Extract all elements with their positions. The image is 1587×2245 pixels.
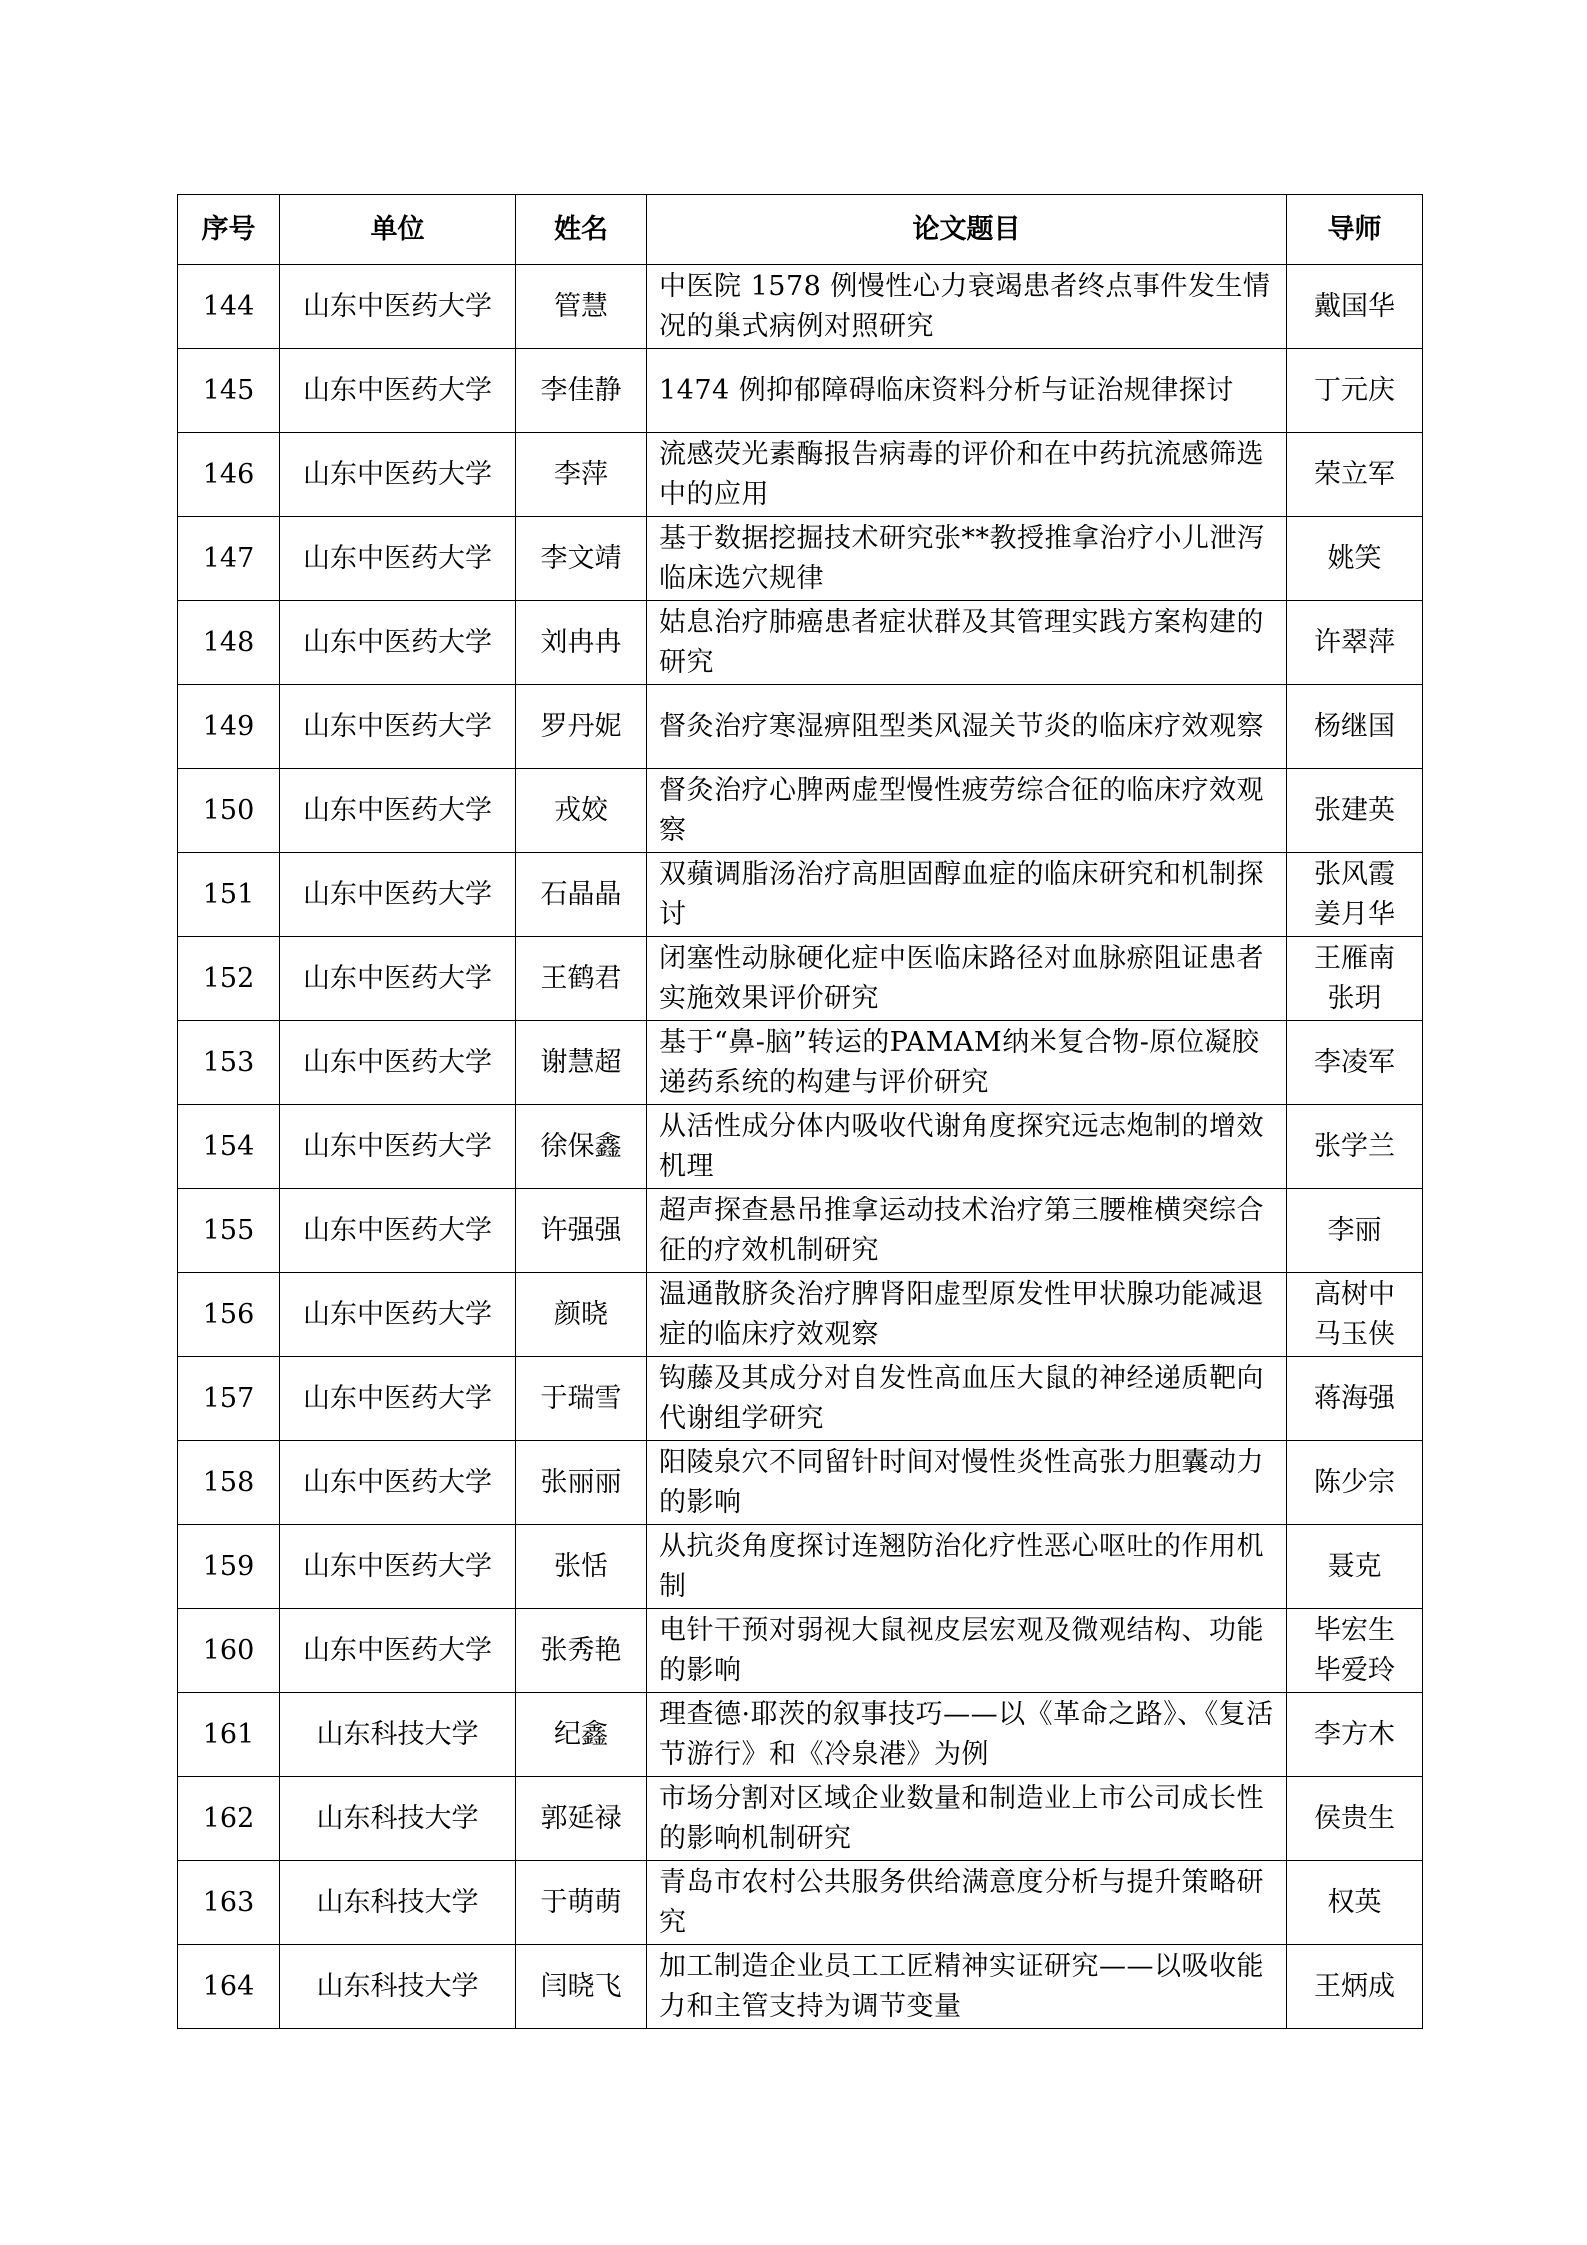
cell-title: 市场分割对区域企业数量和制造业上市公司成长性的影响机制研究	[647, 1777, 1287, 1861]
table-row	[178, 517, 1423, 601]
advisor-name: 侯贵生	[1314, 1802, 1395, 1834]
cell-title: 闭塞性动脉硬化症中医临床路径对血脉瘀阻证患者实施效果评价研究	[647, 937, 1287, 1021]
cell-no: 159	[178, 1525, 280, 1609]
cell-advisor	[1287, 769, 1423, 853]
cell-advisor	[1287, 349, 1423, 433]
table-row	[178, 1441, 1423, 1525]
cell-no: 155	[178, 1189, 280, 1273]
table-row	[178, 1525, 1423, 1609]
advisor-name: 聂克	[1327, 1550, 1382, 1582]
cell-advisor	[1287, 1861, 1423, 1945]
cell-no: 145	[178, 349, 280, 433]
cell-title: 中医院 1578 例慢性心力衰竭患者终点事件发生情况的巢式病例对照研究	[647, 265, 1287, 349]
cell-advisor	[1287, 1357, 1423, 1441]
cell-title: 电针干预对弱视大鼠视皮层宏观及微观结构、功能的影响	[647, 1609, 1287, 1693]
cell-advisor	[1287, 1693, 1423, 1777]
advisor-name: 李丽	[1327, 1214, 1382, 1246]
cell-advisor	[1287, 601, 1423, 685]
cell-no: 146	[178, 433, 280, 517]
cell-advisor	[1287, 937, 1423, 1021]
cell-no: 164	[178, 1945, 280, 2029]
header-advisor: 导师	[1287, 195, 1423, 265]
cell-unit: 山东中医药大学	[280, 853, 516, 937]
advisor-name: 权英	[1327, 1886, 1382, 1918]
cell-title: 督灸治疗寒湿痹阻型类风湿关节炎的临床疗效观察	[647, 685, 1287, 769]
cell-no: 160	[178, 1609, 280, 1693]
cell-advisor	[1287, 265, 1423, 349]
cell-title: 加工制造企业员工工匠精神实证研究——以吸收能力和主管支持为调节变量	[647, 1945, 1287, 2029]
table-row	[178, 1945, 1423, 2029]
cell-no: 161	[178, 1693, 280, 1777]
cell-name: 李萍	[516, 433, 647, 517]
advisor-name: 张玥	[1327, 982, 1382, 1014]
table-row	[178, 685, 1423, 769]
cell-advisor	[1287, 1609, 1423, 1693]
advisor-name: 王雁南	[1314, 942, 1395, 974]
cell-unit: 山东中医药大学	[280, 937, 516, 1021]
table-row	[178, 1021, 1423, 1105]
cell-name: 许强强	[516, 1189, 647, 1273]
cell-no: 150	[178, 769, 280, 853]
cell-no: 152	[178, 937, 280, 1021]
cell-advisor	[1287, 685, 1423, 769]
cell-title: 超声探查悬吊推拿运动技术治疗第三腰椎横突综合征的疗效机制研究	[647, 1189, 1287, 1273]
cell-unit: 山东中医药大学	[280, 349, 516, 433]
cell-advisor	[1287, 1945, 1423, 2029]
cell-unit: 山东中医药大学	[280, 1525, 516, 1609]
cell-no: 153	[178, 1021, 280, 1105]
advisor-name: 许翠萍	[1314, 626, 1395, 658]
cell-name: 郭延禄	[516, 1777, 647, 1861]
cell-title: 督灸治疗心脾两虚型慢性疲劳综合征的临床疗效观察	[647, 769, 1287, 853]
table-row	[178, 853, 1423, 937]
cell-no: 158	[178, 1441, 280, 1525]
cell-title: 姑息治疗肺癌患者症状群及其管理实践方案构建的研究	[647, 601, 1287, 685]
cell-name: 李佳静	[516, 349, 647, 433]
cell-title: 温通散脐灸治疗脾肾阳虚型原发性甲状腺功能减退症的临床疗效观察	[647, 1273, 1287, 1357]
cell-name: 张恬	[516, 1525, 647, 1609]
cell-name: 纪鑫	[516, 1693, 647, 1777]
cell-name: 张秀艳	[516, 1609, 647, 1693]
table-row	[178, 1189, 1423, 1273]
advisor-name: 张建英	[1314, 794, 1395, 826]
cell-name: 于萌萌	[516, 1861, 647, 1945]
cell-name: 管慧	[516, 265, 647, 349]
cell-unit: 山东科技大学	[280, 1861, 516, 1945]
cell-no: 156	[178, 1273, 280, 1357]
cell-unit: 山东科技大学	[280, 1693, 516, 1777]
cell-name: 徐保鑫	[516, 1105, 647, 1189]
cell-unit: 山东科技大学	[280, 1777, 516, 1861]
cell-advisor	[1287, 1441, 1423, 1525]
advisor-name: 陈少宗	[1314, 1466, 1395, 1498]
cell-no: 149	[178, 685, 280, 769]
advisor-name: 杨继国	[1314, 710, 1395, 742]
cell-unit: 山东中医药大学	[280, 1441, 516, 1525]
cell-name: 于瑞雪	[516, 1357, 647, 1441]
header-no: 序号	[178, 195, 280, 265]
table-row	[178, 1357, 1423, 1441]
cell-unit: 山东中医药大学	[280, 601, 516, 685]
cell-name: 谢慧超	[516, 1021, 647, 1105]
table-row	[178, 1861, 1423, 1945]
cell-name: 颜晓	[516, 1273, 647, 1357]
table-row	[178, 349, 1423, 433]
cell-advisor	[1287, 853, 1423, 937]
cell-advisor	[1287, 1105, 1423, 1189]
cell-unit: 山东中医药大学	[280, 1021, 516, 1105]
table-row	[178, 1273, 1423, 1357]
header-name: 姓名	[516, 195, 647, 265]
advisor-name: 张风霞	[1314, 858, 1395, 890]
advisor-name: 李方木	[1314, 1718, 1395, 1750]
cell-title: 阳陵泉穴不同留针时间对慢性炎性高张力胆囊动力的影响	[647, 1441, 1287, 1525]
cell-advisor	[1287, 517, 1423, 601]
advisor-name: 毕爱玲	[1314, 1654, 1395, 1686]
cell-unit: 山东中医药大学	[280, 1189, 516, 1273]
advisor-name: 王炳成	[1314, 1970, 1395, 2002]
header-unit: 单位	[280, 195, 516, 265]
cell-advisor	[1287, 1189, 1423, 1273]
cell-title: 钩藤及其成分对自发性高血压大鼠的神经递质靶向代谢组学研究	[647, 1357, 1287, 1441]
table-row	[178, 601, 1423, 685]
cell-name: 王鹤君	[516, 937, 647, 1021]
table-row	[178, 1693, 1423, 1777]
table-row	[178, 433, 1423, 517]
advisor-name: 张学兰	[1314, 1130, 1395, 1162]
advisor-name: 荣立军	[1314, 458, 1395, 490]
cell-advisor	[1287, 1777, 1423, 1861]
cell-no: 147	[178, 517, 280, 601]
cell-title: 1474 例抑郁障碍临床资料分析与证治规律探讨	[647, 349, 1287, 433]
cell-title: 青岛市农村公共服务供给满意度分析与提升策略研究	[647, 1861, 1287, 1945]
cell-title: 流感荧光素酶报告病毒的评价和在中药抗流感筛选中的应用	[647, 433, 1287, 517]
table-row	[178, 1105, 1423, 1189]
cell-name: 李文靖	[516, 517, 647, 601]
cell-unit: 山东中医药大学	[280, 1273, 516, 1357]
cell-unit: 山东中医药大学	[280, 1105, 516, 1189]
cell-unit: 山东中医药大学	[280, 265, 516, 349]
cell-title: 从活性成分体内吸收代谢角度探究远志炮制的增效机理	[647, 1105, 1287, 1189]
table-row	[178, 1609, 1423, 1693]
table-row	[178, 1777, 1423, 1861]
cell-name: 罗丹妮	[516, 685, 647, 769]
cell-no: 148	[178, 601, 280, 685]
thesis-table	[177, 194, 1423, 2029]
cell-no: 163	[178, 1861, 280, 1945]
cell-unit: 山东中医药大学	[280, 517, 516, 601]
cell-advisor	[1287, 1021, 1423, 1105]
cell-name: 闫晓飞	[516, 1945, 647, 2029]
cell-title: 从抗炎角度探讨连翘防治化疗性恶心呕吐的作用机制	[647, 1525, 1287, 1609]
cell-title: 基于“鼻-脑”转运的PAMAM纳米复合物-原位凝胶递药系统的构建与评价研究	[647, 1021, 1287, 1105]
advisor-name: 李凌军	[1314, 1046, 1395, 1078]
cell-unit: 山东中医药大学	[280, 433, 516, 517]
table-row	[178, 769, 1423, 853]
advisor-name: 戴国华	[1314, 290, 1395, 322]
cell-unit: 山东中医药大学	[280, 1357, 516, 1441]
header-title: 论文题目	[647, 195, 1287, 265]
cell-title: 双蘋调脂汤治疗高胆固醇血症的临床研究和机制探讨	[647, 853, 1287, 937]
cell-name: 张丽丽	[516, 1441, 647, 1525]
advisor-name: 姚笑	[1327, 542, 1382, 574]
cell-unit: 山东中医药大学	[280, 1609, 516, 1693]
cell-unit: 山东科技大学	[280, 1945, 516, 2029]
cell-advisor	[1287, 1273, 1423, 1357]
cell-no: 144	[178, 265, 280, 349]
cell-title: 基于数据挖掘技术研究张**教授推拿治疗小儿泄泻临床选穴规律	[647, 517, 1287, 601]
advisor-name: 蒋海强	[1314, 1382, 1395, 1414]
advisor-name: 马玉侠	[1314, 1318, 1395, 1350]
advisor-name: 高树中	[1314, 1278, 1395, 1310]
advisor-name: 姜月华	[1314, 898, 1395, 930]
cell-advisor	[1287, 1525, 1423, 1609]
table-body	[178, 265, 1423, 2029]
cell-title: 理查德·耶茨的叙事技巧——以《革命之路》、《复活节游行》和《冷泉港》为例	[647, 1693, 1287, 1777]
cell-unit: 山东中医药大学	[280, 685, 516, 769]
table-row	[178, 937, 1423, 1021]
cell-no: 162	[178, 1777, 280, 1861]
cell-no: 151	[178, 853, 280, 937]
advisor-name: 丁元庆	[1314, 374, 1395, 406]
cell-name: 石晶晶	[516, 853, 647, 937]
advisor-name: 毕宏生	[1314, 1614, 1395, 1646]
table-header-row	[178, 195, 1423, 265]
table-row	[178, 265, 1423, 349]
cell-unit: 山东中医药大学	[280, 769, 516, 853]
cell-name: 戎姣	[516, 769, 647, 853]
cell-no: 154	[178, 1105, 280, 1189]
cell-advisor	[1287, 433, 1423, 517]
cell-name: 刘冉冉	[516, 601, 647, 685]
cell-no: 157	[178, 1357, 280, 1441]
